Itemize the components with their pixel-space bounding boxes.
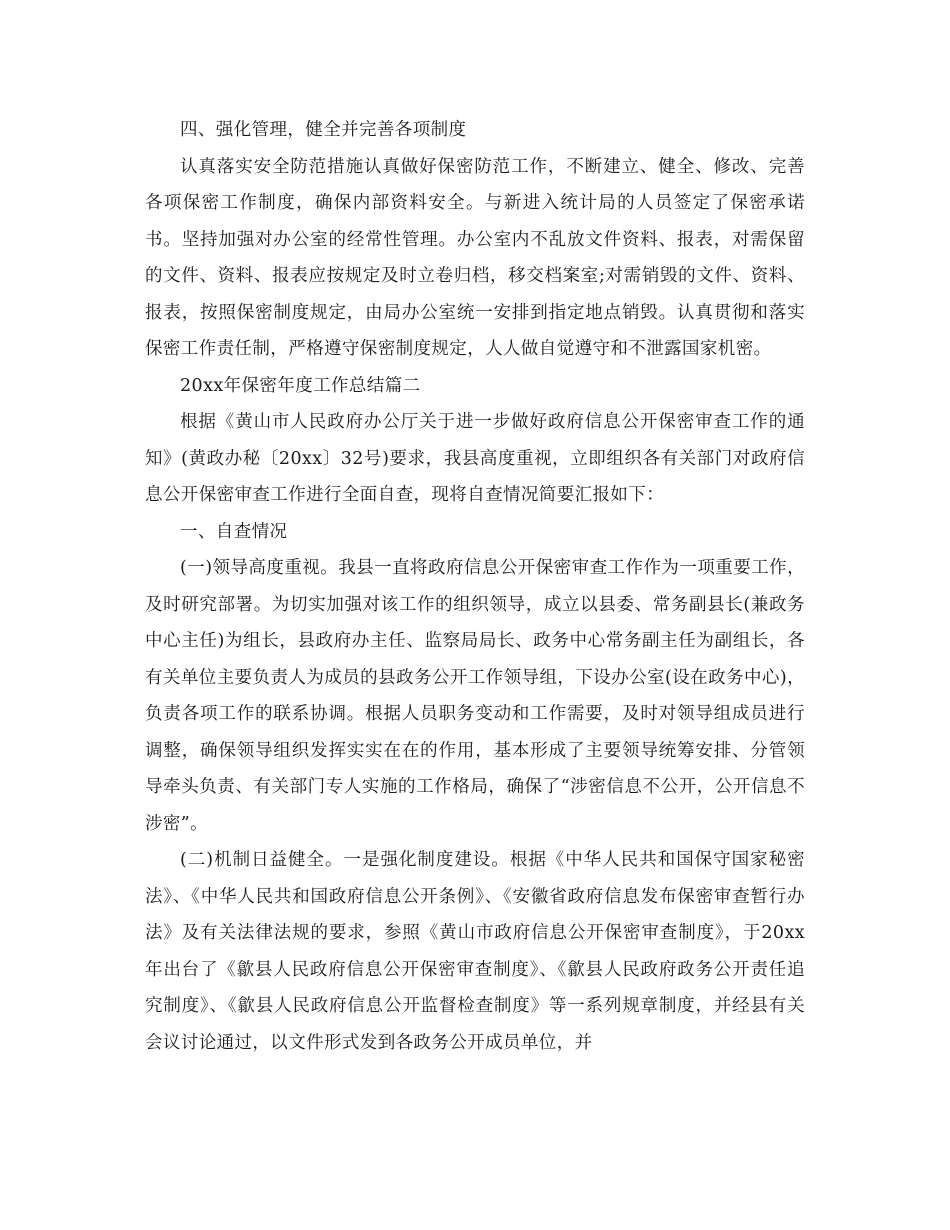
paragraph-mechanism-improvement: (二)机制日益健全。一是强化制度建设。根据《中华人民共和国保守国家秘密法》、《中华人民共和国政府信息公开条例》、《安徽省政府信息发布保密审查暂行办法》及有关法律法规的要求，参照《黄山市政府信息公开保密审查制度》，于20xx年出台了《歙县人民政府信息公开保密审查制度》、《歙县人民政府政务公开责任追究制度》、《歙县人民政府信息公开监督检查制度》等一系列规章制度，并经县有关会议讨论通过，以文件形式发到各政务公开成员单位，并 bbox=[145, 850, 805, 1053]
paragraph-leadership-attention: (一)领导高度重视。我县一直将政府信息公开保密审查工作作为一项重要工作，及时研究部署。为切实加强对该工作的组织领导，成立以县委、常务副县长(兼政务中心主任)为组长，县政府办主任、监察局局长、政务中心常务副主任为副组长，各有关单位主要负责人为成员的县政务公开工作领导组，下设办公室(设在政务中心)，负责各项工作的联系协调。根据人员职务变动和工作需要，及时对领导组成员进行调整，确保领导组织发挥实实在在的作用，基本形成了主要领导统筹安排、分管领导牵头负责、有关部门专人实施的工作格局，确保了“涉密信息不公开，公开信息不涉密”。 bbox=[145, 558, 805, 834]
paragraph-security-measures: 认真落实安全防范措施认真做好保密防范工作，不断建立、健全、修改、完善各项保密工作制度，确保内部资料安全。与新进入统计局的人员签定了保密承诺书。坚持加强对办公室的经常性管理。办公室内不乱放文件资料、报表，对需保留的文件、资料、报表应按规定及时立卷归档，移交档案室;对需销毁的文件、资料、报表，按照保密制度规定，由局办公室统一安排到指定地点销毁。认真贯彻和落实保密工作责任制，严格遵守保密制度规定，人人做自觉遵守和不泄露国家机密。 bbox=[145, 156, 805, 359]
document-page bbox=[145, 112, 805, 1061]
paragraph-notice-requirements: 根据《黄山市人民政府办公厅关于进一步做好政府信息公开保密审查工作的通知》(黄政办秘〔20xx〕32号)要求，我县高度重视，立即组织各有关部门对政府信息公开保密审查工作进行全面自查，现将自查情况简要汇报如下： bbox=[145, 412, 805, 505]
section-heading-summary-part-two: 20xx年保密年度工作总结篇二 bbox=[180, 375, 421, 396]
section-heading-self-inspection: 一、自查情况 bbox=[180, 521, 288, 542]
section-heading-strengthen-management: 四、强化管理，健全并完善各项制度 bbox=[180, 120, 467, 140]
